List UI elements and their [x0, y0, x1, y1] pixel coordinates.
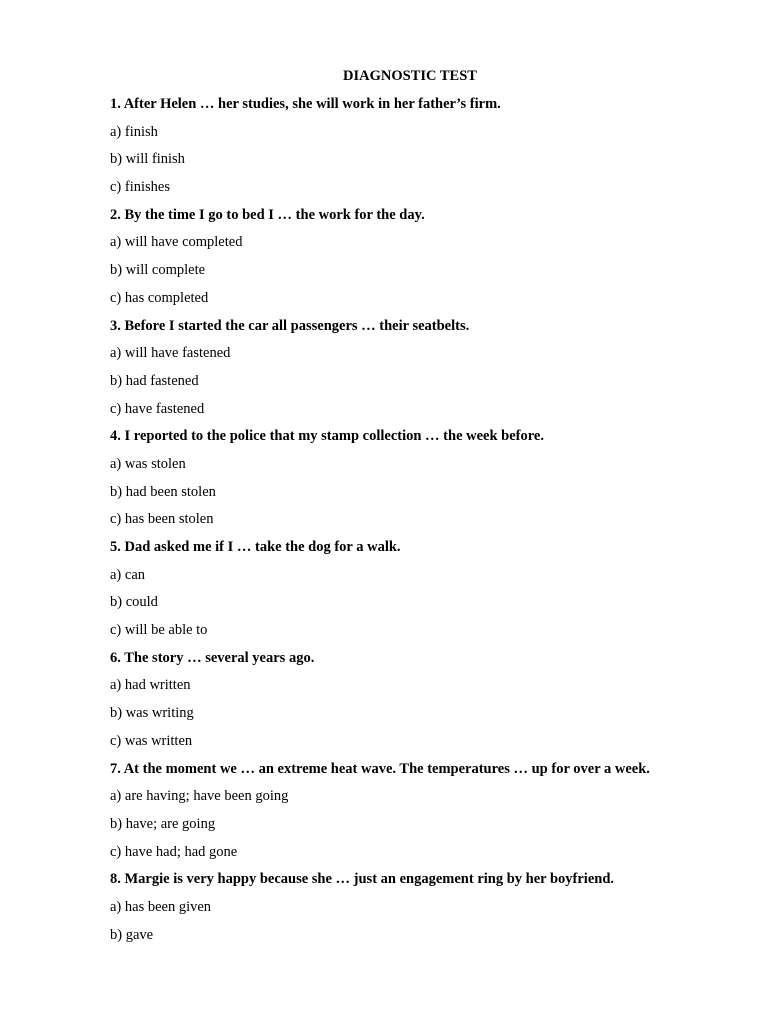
- option-2a: a) will have completed: [110, 234, 243, 251]
- option-3c: c) have fastened: [110, 400, 205, 417]
- question-number: 1.: [110, 96, 121, 112]
- question-5: [110, 537, 750, 565]
- question-text: By the time I go to bed I … the work for the day.: [124, 206, 425, 223]
- option-2b: b) will complete: [110, 262, 206, 279]
- option-4c: c) has been stolen: [110, 511, 214, 528]
- option-5c: c) will be able to: [110, 622, 208, 639]
- question-3: [110, 316, 750, 344]
- page-title: DIAGNOSTIC TEST: [343, 68, 477, 84]
- question-text: Dad asked me if I … take the dog for a walk.: [124, 539, 401, 555]
- option-6b: b) was writing: [110, 705, 194, 722]
- question-number: 3.: [110, 317, 121, 334]
- option-7a: a) are having; have been going: [110, 788, 289, 805]
- question-number: 2.: [110, 206, 121, 223]
- question-number: 7.: [110, 760, 121, 777]
- option-5a: a) can: [110, 566, 146, 583]
- option-3b: b) had fastened: [110, 372, 199, 389]
- question-text: I reported to the police that my stamp collection … the week before.: [124, 428, 544, 445]
- question-8: [110, 869, 750, 897]
- option-3a: a) will have fastened: [110, 345, 231, 362]
- question-list: [110, 94, 750, 952]
- option-6c: c) was written: [110, 732, 193, 749]
- option-1c: c) finishes: [110, 179, 170, 196]
- option-4a: a) was stolen: [110, 455, 186, 472]
- question-number: 8.: [110, 871, 121, 888]
- option-1a: a) finish: [110, 123, 158, 140]
- question-number: 6.: [110, 649, 121, 666]
- option-7c: c) have had; had gone: [110, 843, 238, 860]
- option-2c: c) has completed: [110, 289, 209, 306]
- question-number: 5.: [110, 539, 121, 555]
- question-number: 4.: [110, 428, 121, 445]
- question-text: At the moment we … an extreme heat wave. The temperatures … up for over a week.: [123, 760, 650, 777]
- question-text: Before I started the car all passengers … their seatbelts.: [124, 317, 470, 334]
- option-5b: b) could: [110, 594, 158, 611]
- option-4b: b) had been stolen: [110, 483, 216, 500]
- option-8b: b) gave: [110, 926, 154, 943]
- option-8a: a) has been given: [110, 898, 212, 915]
- option-7b: b) have; are going: [110, 815, 216, 832]
- question-text: The story … several years ago.: [124, 649, 315, 666]
- option-1b: b) will finish: [110, 151, 185, 168]
- question-1: [110, 94, 750, 122]
- question-text: Margie is very happy because she … just an engagement ring by her boyfriend.: [124, 871, 615, 888]
- question-7: [110, 759, 750, 787]
- question-4: [110, 426, 750, 454]
- question-6: [110, 648, 750, 676]
- question-text: After Helen … her studies, she will work in her father’s firm.: [123, 96, 501, 112]
- question-2: [110, 205, 750, 233]
- option-6a: a) had written: [110, 677, 191, 694]
